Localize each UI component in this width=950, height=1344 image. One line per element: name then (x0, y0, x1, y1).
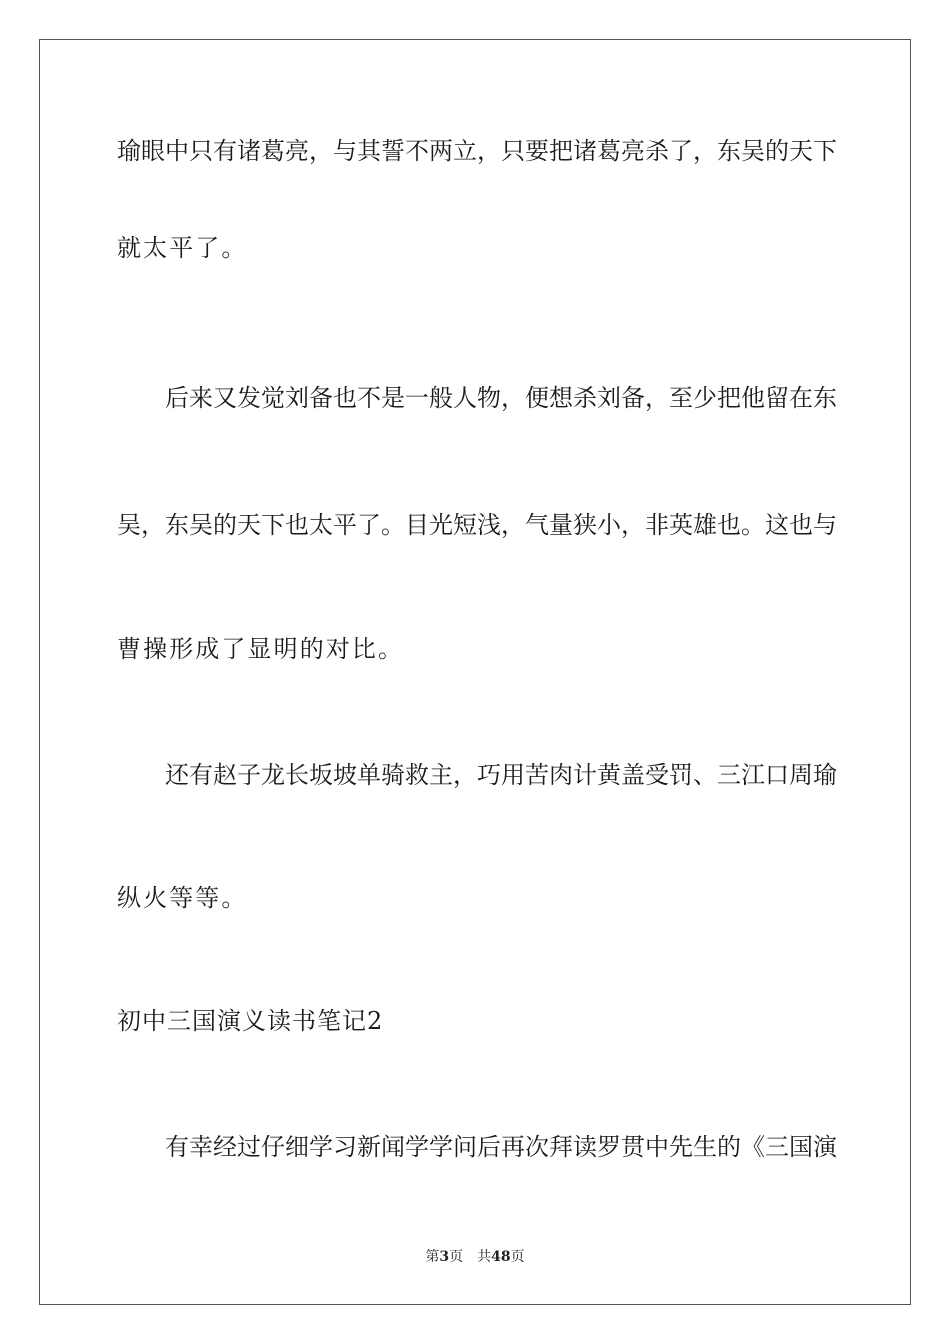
text-line-8: 有幸经过仔细学习新闻学学问后再次拜读罗贯中先生的《三国演 (165, 1133, 837, 1161)
footer-total-suffix: 页 (510, 1249, 525, 1265)
text-line-6: 还有赵子龙长坂坡单骑救主，巧用苦肉计黄盖受罚、三江口周瑜 (165, 761, 837, 789)
page-frame (39, 39, 911, 1305)
text-line-7: 纵火等等。 (117, 884, 248, 912)
footer-page-suffix: 页 (449, 1249, 464, 1265)
text-line-4: 吴，东吴的天下也太平了。目光短浅，气量狭小，非英雄也。这也与 (117, 511, 837, 539)
text-line-2: 就太平了。 (117, 234, 248, 262)
footer-page-prefix: 第 (425, 1249, 440, 1265)
footer-page-number: 3 (439, 1249, 450, 1265)
text-line-5: 曹操形成了显明的对比。 (117, 635, 405, 663)
section-heading: 初中三国演义读书笔记2 (117, 1007, 384, 1035)
footer-total-pages: 48 (491, 1249, 511, 1265)
page-footer (0, 1248, 950, 1266)
footer-total-prefix: 共 (477, 1249, 492, 1265)
text-line-1: 瑜眼中只有诸葛亮，与其誓不两立，只要把诸葛亮杀了，东吴的天下 (117, 137, 837, 165)
text-line-3: 后来又发觉刘备也不是一般人物，便想杀刘备，至少把他留在东 (165, 384, 837, 412)
